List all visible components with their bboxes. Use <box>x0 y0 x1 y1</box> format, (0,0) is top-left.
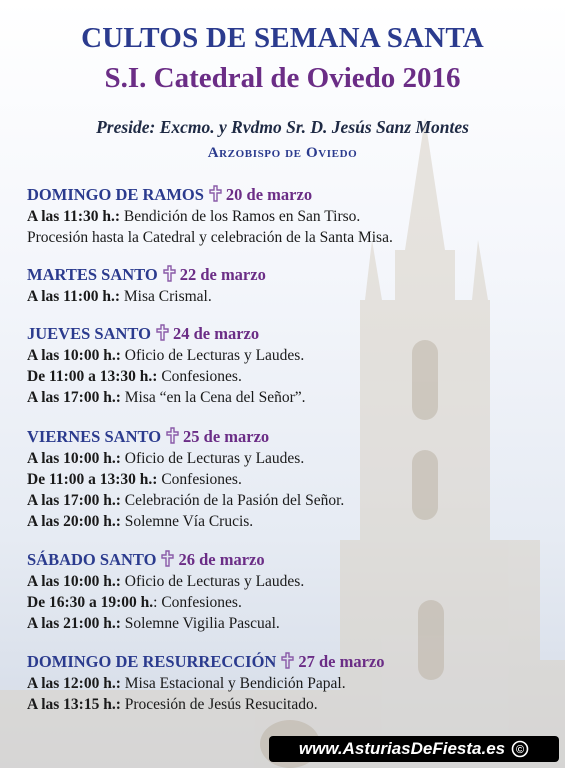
day-date: 24 de marzo <box>172 324 260 343</box>
schedule-line <box>27 387 547 408</box>
schedule-line <box>27 206 547 227</box>
cross-icon <box>156 324 169 341</box>
schedule-time: De 11:00 a 13:30 h.: <box>27 368 158 385</box>
schedule-line <box>27 286 547 307</box>
schedule-time: A las 13:15 h.: <box>27 696 121 713</box>
day-date: 20 de marzo <box>225 185 313 204</box>
schedule-time: A las 12:00 h.: <box>27 675 121 692</box>
schedule-text: Confesiones. <box>157 368 242 385</box>
schedule-text: Celebración de la Pasión del Señor. <box>120 492 345 509</box>
copyright-symbol: © <box>516 744 525 756</box>
schedule-line <box>27 345 547 366</box>
schedule-time: A las 20:00 h.: <box>27 513 121 530</box>
day-block-sabado-santo <box>27 550 547 634</box>
schedule-time: A las 11:30 h.: <box>27 208 121 225</box>
day-name: DOMINGO DE RESURRECCIÓN <box>27 652 277 671</box>
website-banner[interactable] <box>269 736 559 762</box>
day-block-viernes-santo <box>27 427 547 532</box>
schedule-text: Oficio de Lecturas y Laudes. <box>120 347 305 364</box>
schedule-line <box>27 694 547 715</box>
schedule-time: De 11:00 a 13:30 h.: <box>27 471 158 488</box>
schedule-line <box>27 613 547 634</box>
schedule-line <box>27 673 547 694</box>
schedule-line <box>27 490 547 511</box>
schedule-time: A las 17:00 h.: <box>27 389 121 406</box>
schedule-line <box>27 227 547 248</box>
schedule-time: A las 17:00 h.: <box>27 492 121 509</box>
cross-icon <box>281 652 294 669</box>
day-date: 25 de marzo <box>183 427 270 446</box>
day-block-domingo-resurreccion <box>27 652 547 715</box>
cross-icon <box>161 550 174 567</box>
copyright-icon <box>511 740 529 758</box>
day-name: JUEVES SANTO <box>27 324 151 343</box>
schedule-line <box>27 592 547 613</box>
day-name: MARTES SANTO <box>27 265 158 284</box>
schedule-time: A las 10:00 h.: <box>27 573 121 590</box>
day-block-domingo-ramos <box>27 185 547 248</box>
archbishop-title: Arzobispo de Oviedo <box>207 145 358 161</box>
schedule-text: Oficio de Lecturas y Laudes. <box>120 573 305 590</box>
poster-title: CULTOS DE SEMANA SANTA <box>81 22 484 54</box>
schedule-text: Misa Estacional y Bendición Papal. <box>120 675 346 692</box>
schedule-text: Oficio de Lecturas y Laudes. <box>120 450 305 467</box>
schedule-time: A las 10:00 h.: <box>27 347 121 364</box>
schedule-time: A las 10:00 h.: <box>27 450 121 467</box>
schedule-text: Misa Crismal. <box>120 288 212 305</box>
day-name: VIERNES SANTO <box>27 427 162 446</box>
preside-line: Preside: Excmo. y Rvdmo Sr. D. Jesús Sanz Montes <box>96 117 469 137</box>
schedule-time: A las 11:00 h.: <box>27 288 121 305</box>
day-heading <box>27 185 547 206</box>
day-name: DOMINGO DE RAMOS <box>27 185 204 204</box>
schedule-time: A las 21:00 h.: <box>27 615 121 632</box>
schedule-text: Solemne Vía Crucis. <box>120 513 254 530</box>
schedule-line <box>27 571 547 592</box>
cross-icon <box>163 265 176 282</box>
poster-subtitle: S.I. Catedral de Oviedo 2016 <box>104 62 461 94</box>
day-date: 22 de marzo <box>179 265 266 284</box>
schedule-line <box>27 448 547 469</box>
schedule-text: Misa “en la Cena del Señor”. <box>120 389 306 406</box>
day-block-jueves-santo <box>27 324 547 408</box>
day-heading <box>27 265 547 286</box>
day-name: SÁBADO SANTO <box>27 550 157 569</box>
schedule-text: Procesión de Jesús Resucitado. <box>120 696 318 713</box>
schedule-line <box>27 511 547 532</box>
schedule-line <box>27 469 547 490</box>
schedule-text: Procesión hasta la Catedral y celebración de la Santa Misa. <box>27 229 393 246</box>
day-heading <box>27 652 547 673</box>
day-heading <box>27 427 547 448</box>
schedule-text: Confesiones. <box>157 471 242 488</box>
schedule-text: Bendición de los Ramos en San Tirso. <box>120 208 361 225</box>
schedule-line <box>27 366 547 387</box>
day-date: 27 de marzo <box>298 652 385 671</box>
schedule-text: Solemne Vigilia Pascual. <box>120 615 280 632</box>
cross-icon <box>166 427 179 444</box>
website-link[interactable]: www.AsturiasDeFiesta.es <box>298 739 506 758</box>
day-date: 26 de marzo <box>178 550 265 569</box>
day-heading <box>27 324 547 345</box>
cross-icon <box>209 185 222 202</box>
day-block-martes-santo <box>27 265 547 307</box>
schedule-time: De 16:30 a 19:00 h. <box>27 594 154 611</box>
day-heading <box>27 550 547 571</box>
schedule-text: : Confesiones. <box>153 594 242 611</box>
